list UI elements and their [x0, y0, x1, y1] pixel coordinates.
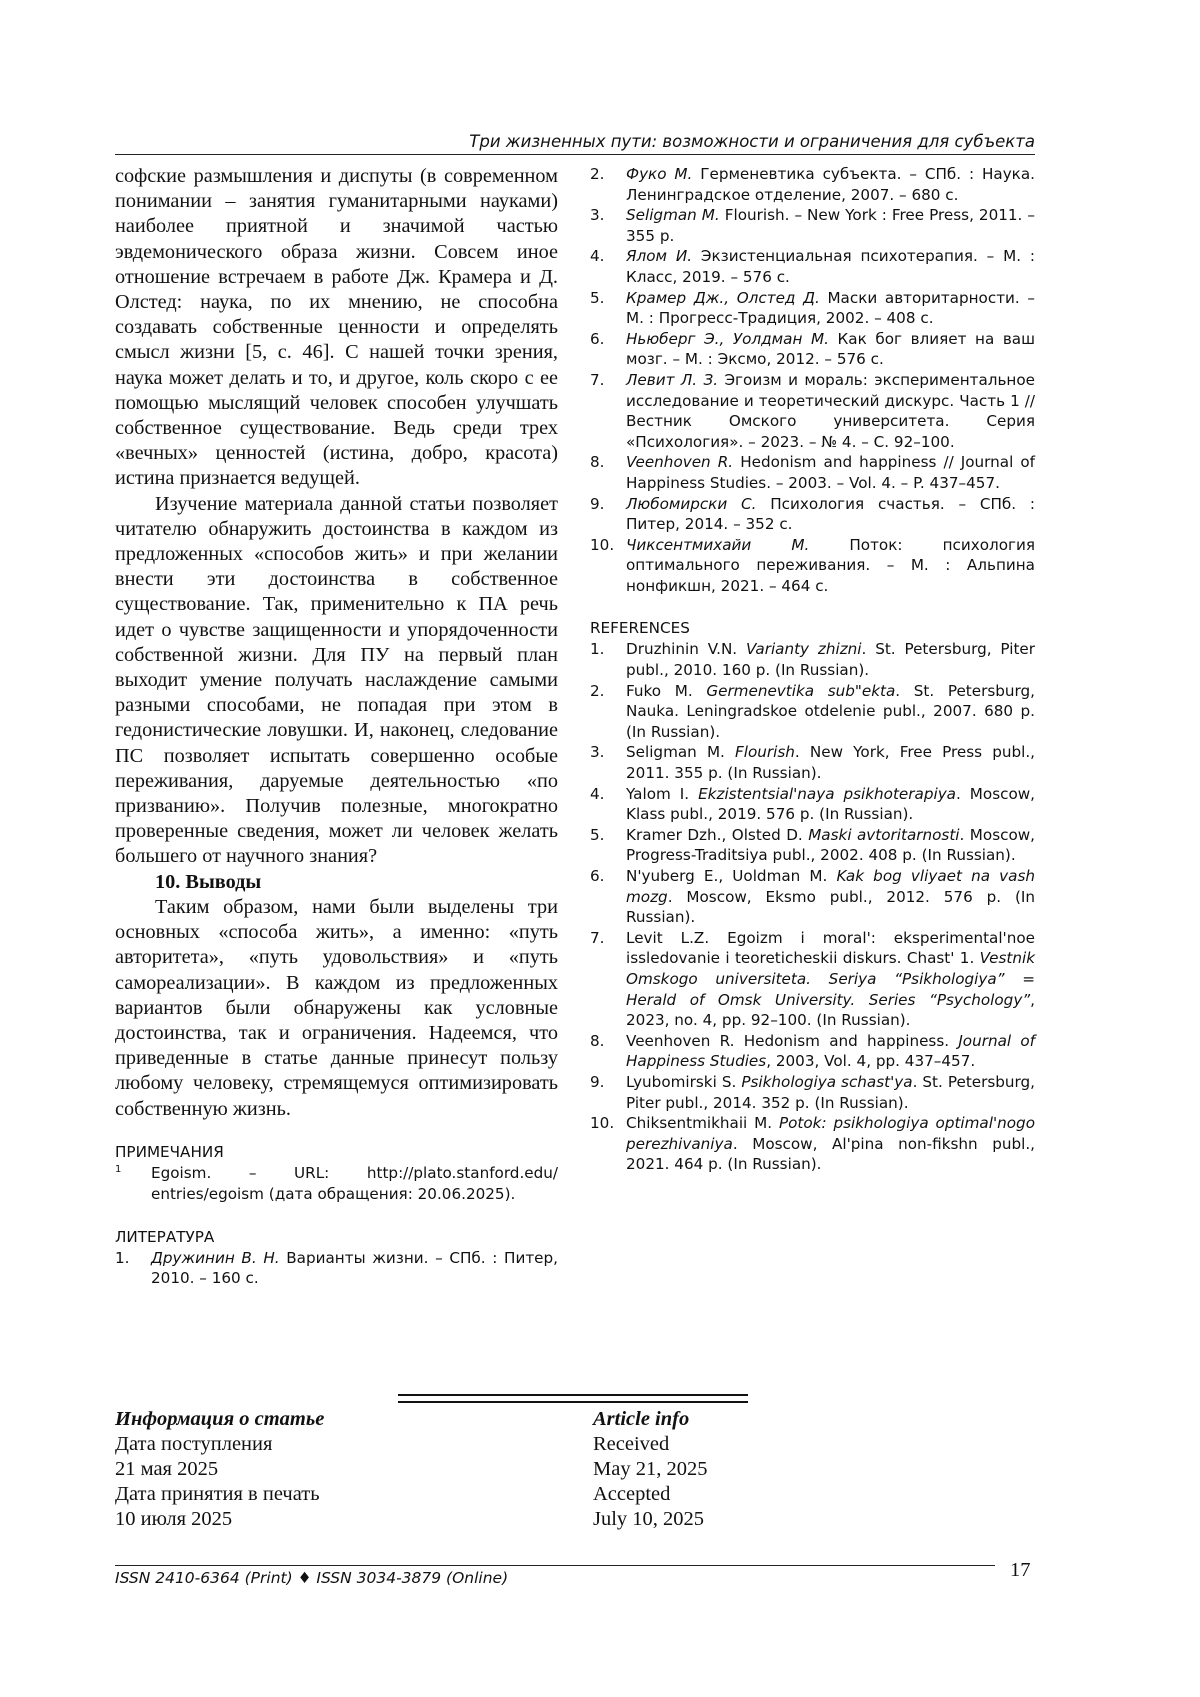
body-paragraph-2: Изучение материала данной статьи позволяет читателю обнаружить достоинства в каждом из предложенных «способов жить» и при желании внести эти достоинства в собственное существование. Так, применительно к ПА речь идет о чувстве защищенности и упорядоченности собственной жизни. Для ПУ на первый план выходит умение получать наслаждение самыми разными способами, не попадая при этом в гедонистические ловушки. И, наконец, следование ПС позволяет испытать совершенно особые переживания, даруемые деятельностью «по призванию». Получив полезные, многократно проверенные сведения, может ли человек желать большего от научного знания?	[115, 492, 558, 868]
literature-item-text	[626, 370, 1035, 452]
footer-rule	[115, 1565, 995, 1566]
literature-item-number: 3.	[590, 206, 605, 225]
literature-item-text	[626, 205, 1035, 246]
literature-item-rest: Маски авторитарности. – М. : Прогресс-Традиция, 2002. – 408 с.	[626, 288, 1035, 328]
reference-item-post: . Moscow, Al'pina non-fikshn publ., 2021. 464 p. (In Russian).	[626, 1134, 1035, 1174]
reference-item-post: , 2023, no. 4, pp. 92–100. (In Russian).	[626, 990, 1035, 1030]
reference-item-text	[626, 866, 1035, 928]
article-info-ru	[115, 1407, 324, 1532]
accepted-label-en: Accepted	[593, 1483, 671, 1505]
literature-list-continued	[590, 164, 1035, 596]
literature-item	[590, 329, 1035, 370]
literature-item-author: Крамер Дж., Олстед Д.	[626, 288, 820, 307]
reference-item-number: 4.	[590, 784, 605, 803]
reference-item-italic: Flourish	[735, 743, 795, 762]
literature-item-rest: Эгоизм и мораль: экспериментальное исследование и теоретический дискурс. Часть 1 // Вестник Омского университета. Серия «Психология». – 2023. – № 4. – С. 92–100.	[626, 370, 1036, 451]
literature-item-author: Любомирски С.	[626, 494, 757, 513]
literature-item-number: 9.	[590, 494, 605, 513]
literature-item-rest: Flourish. – New York : Free Press, 2011. – 355 p.	[626, 206, 1035, 245]
reference-item-italic: Kak bog vliyaet na vash mozg	[626, 867, 1035, 906]
reference-item-number: 2.	[590, 681, 605, 700]
reference-item-italic: Varianty zhizni	[745, 640, 862, 659]
literature-list	[115, 1248, 558, 1289]
reference-item-pre: N'yuberg E., Uoldman M.	[626, 867, 837, 885]
literature-item	[590, 164, 1035, 205]
note-text: Egoism. – URL: http://plato.stanford.edu/ entries/egoism (дата обращения: 20.06.2025).	[151, 1163, 558, 1203]
reference-item-post: . St. Petersburg, Nauka. Leningradskoe otdelenie publ., 2007. 680 p. (In Russian).	[626, 681, 1035, 741]
reference-item-post: , 2003, Vol. 4, pp. 437–457.	[766, 1052, 976, 1071]
accepted-date-en: July 10, 2025	[593, 1508, 705, 1530]
literature-item-text	[626, 329, 1035, 370]
literature-item-number: 2.	[590, 165, 605, 183]
literature-item	[590, 370, 1035, 452]
literature-item-author: Фуко М.	[626, 165, 693, 183]
literature-section	[115, 1227, 558, 1289]
literature-item-text	[626, 288, 1035, 329]
reference-item	[590, 742, 1035, 783]
reference-item-italic: Psikhologiya schast'ya	[741, 1072, 913, 1091]
reference-item	[590, 681, 1035, 743]
page-number: 17	[1010, 1559, 1031, 1581]
literature-item-number: 8.	[590, 453, 605, 472]
literature-item	[590, 494, 1035, 535]
literature-item-text	[626, 164, 1035, 205]
double-rule-divider	[398, 1394, 748, 1403]
literature-item-author: Чиксентмихайи М.	[626, 535, 810, 554]
reference-item-post: . Moscow, Progress-Traditsiya publ., 2002. 408 p. (In Russian).	[626, 825, 1035, 865]
received-label-en: Received	[593, 1433, 670, 1455]
reference-item-italic: Maski avtoritarnosti	[808, 825, 960, 844]
reference-item	[590, 639, 1035, 680]
reference-item-pre: Chiksentmikhaii M.	[626, 1114, 779, 1133]
reference-item	[590, 1072, 1035, 1113]
reference-item	[590, 866, 1035, 928]
reference-item-post: . Moscow, Eksmo publ., 2012. 576 p. (In Russian).	[626, 887, 1035, 927]
literature-item-author: Ньюберг Э., Уолдман М.	[626, 329, 829, 348]
literature-item-rest: Hedonism and happiness // Journal of Happiness Studies. – 2003. – Vol. 4. – P. 437–457.	[626, 453, 1035, 492]
notes-section	[115, 1142, 558, 1205]
reference-item-italic: Germenevtika sub"ekta	[706, 681, 896, 700]
literature-item	[590, 246, 1035, 287]
literature-item-rest: Поток: психология оптимального переживания. – М. : Альпина нонфикшн, 2021. – 464 с.	[626, 535, 1035, 595]
reference-item-text	[626, 639, 1035, 680]
literature-item-number: 7.	[590, 370, 605, 389]
reference-item	[590, 1031, 1035, 1072]
reference-item-italic: Journal of Happiness Studies	[626, 1031, 1035, 1071]
literature-item-text	[626, 246, 1035, 287]
reference-item-italic: Potok: psikhologiya optimal'nogo perezhivaniya	[626, 1114, 1035, 1153]
reference-item-number: 9.	[590, 1072, 605, 1091]
reference-item-number: 3.	[590, 743, 605, 762]
reference-item-text	[626, 1031, 1035, 1072]
reference-item-text	[626, 681, 1035, 743]
reference-item-number: 6.	[590, 867, 605, 885]
literature-item-number: 4.	[590, 247, 605, 266]
literature-item-number: 6.	[590, 329, 605, 348]
references-list	[590, 639, 1035, 1174]
reference-item	[590, 928, 1035, 1031]
reference-item-pre: Druzhinin V.N.	[626, 640, 746, 659]
literature-label: ЛИТЕРАТУРА	[115, 1227, 215, 1246]
reference-item-text	[626, 928, 1035, 1031]
reference-item-pre: Seligman M.	[626, 743, 736, 762]
section-heading-conclusions: 10. Выводы	[155, 870, 262, 893]
reference-item-text	[626, 1113, 1035, 1175]
reference-item-pre: Fuko M.	[626, 681, 707, 700]
literature-item-number: 10.	[590, 535, 615, 554]
header-rule	[115, 154, 1035, 155]
literature-item-author: Veenhoven R.	[626, 453, 734, 472]
accepted-label-ru: Дата принятия в печать	[115, 1483, 320, 1505]
literature-item-rest: Психология счастья. – СПб. : Питер, 2014. – 352 с.	[626, 494, 1035, 534]
reference-item-post: . Moscow, Klass publ., 2019. 576 p. (In Russian).	[626, 784, 1035, 824]
literature-item	[590, 205, 1035, 246]
article-info-en	[593, 1407, 707, 1532]
reference-item-number: 5.	[590, 825, 605, 844]
literature-item-author: Seligman M.	[626, 206, 720, 225]
body-paragraph-1: софские размышления и диспуты (в современном понимании – занятия гуманитарными науками) наиболее приятной и значимой частью эвдемонического образа жизни. Совсем иное отношение встречаем в работе Дж. Крамера и Д. Олстед: наука, по их мнению, не способна создавать собственные ценности и определять смысл жизни [5, с. 46]. С нашей точки зрения, наука может делать и то, и другое, коль скоро с ее помощью мыслящий человек способен улучшать собственное существование. Ведь среди трех «вечных» ценностей (истина, добро, красота) истина признается ведущей.	[115, 165, 558, 490]
accepted-date-ru: 10 июля 2025	[115, 1508, 233, 1530]
reference-item-text	[626, 825, 1035, 866]
left-column	[115, 164, 558, 1289]
article-info-ru-title: Информация о статье	[115, 1408, 325, 1430]
running-header: Три жизненных пути: возможности и ограничения для субъекта	[469, 132, 1035, 151]
literature-item-author: Левит Л. З.	[626, 370, 719, 389]
reference-item-pre: Levit L.Z. Egoizm i moral': eksperimental'noe issledovanie i teoreticheskii diskurs. Chast' 1.	[626, 928, 1035, 968]
reference-item-pre: Veenhoven R. Hedonism and happiness.	[626, 1031, 959, 1050]
reference-item-italic: Ekzistentsial'naya psikhoterapiya	[698, 784, 956, 803]
literature-item-text	[626, 494, 1035, 535]
received-date-en: May 21, 2025	[593, 1458, 708, 1480]
literature-item-number: 5.	[590, 288, 605, 307]
reference-item-pre: Kramer Dzh., Olsted D.	[626, 825, 809, 844]
reference-item-text	[626, 784, 1035, 825]
right-column	[590, 164, 1035, 1175]
literature-item-rest: Варианты жизни. – СПб. : Питер, 2010. – 160 с.	[151, 1248, 558, 1288]
literature-item-text	[151, 1248, 558, 1289]
note-item	[115, 1163, 558, 1205]
literature-item-text	[626, 452, 1035, 493]
literature-item	[115, 1248, 558, 1289]
reference-item-italic: Vestnik Omskogo universiteta. Seriya “Psikhologiya” = Herald of Omsk University. Series “Psychology”	[626, 949, 1035, 1009]
literature-item	[590, 452, 1035, 493]
reference-item-number: 7.	[590, 928, 605, 947]
references-label: REFERENCES	[590, 619, 690, 638]
reference-item-post: . New York, Free Press publ., 2011. 355 p. (In Russian).	[626, 743, 1035, 783]
reference-item	[590, 825, 1035, 866]
reference-item-post: . St. Petersburg, Piter publ., 2010. 160 p. (In Russian).	[626, 640, 1036, 680]
literature-item-author: Ялом И.	[626, 247, 693, 266]
received-date-ru: 21 мая 2025	[115, 1458, 219, 1480]
reference-item-pre: Yalom I.	[626, 784, 699, 803]
footer-issn: ISSN 2410-6364 (Print) ♦ ISSN 3034-3879 (Online)	[115, 1569, 509, 1587]
literature-item	[590, 535, 1035, 597]
literature-item	[590, 288, 1035, 329]
literature-item-rest: Как бог влияет на ваш мозг. – М. : Эксмо, 2012. – 576 с.	[626, 329, 1036, 369]
reference-item-number: 8.	[590, 1031, 605, 1050]
literature-item-rest: Экзистенциальная психотерапия. – М. : Класс, 2019. – 576 с.	[626, 247, 1035, 286]
literature-item-text	[626, 535, 1035, 597]
literature-item-rest: Герменевтика субъекта. – СПб. : Наука. Ленинградское отделение, 2007. – 680 с.	[626, 165, 1035, 204]
reference-item-number: 10.	[590, 1114, 615, 1133]
literature-item-number: 1.	[115, 1248, 130, 1267]
note-number: 1	[115, 1163, 122, 1175]
reference-item-pre: Lyubomirski S.	[626, 1072, 742, 1091]
reference-item-number: 1.	[590, 640, 605, 659]
notes-label: ПРИМЕЧАНИЯ	[115, 1142, 224, 1161]
article-info-en-title: Article info	[593, 1408, 690, 1430]
received-label-ru: Дата поступления	[115, 1433, 273, 1455]
reference-item	[590, 1113, 1035, 1175]
reference-item	[590, 784, 1035, 825]
literature-item-author: Дружинин В. Н.	[151, 1248, 280, 1267]
reference-item-text	[626, 1072, 1035, 1113]
reference-item-post: . St. Petersburg, Piter publ., 2014. 352 p. (In Russian).	[626, 1072, 1035, 1112]
reference-item-text	[626, 742, 1035, 783]
body-paragraph-3: Таким образом, нами были выделены три основных «способа жить», а именно: «путь авторитета», «путь удовольствия» и «путь самореализации». В каждом из предложенных вариантов были обнаружены как условные достоинства, так и ограничения. Надеемся, что приведенные в статье данные принесут пользу любому человеку, стремящемуся оптимизировать собственную жизнь.	[115, 895, 558, 1120]
